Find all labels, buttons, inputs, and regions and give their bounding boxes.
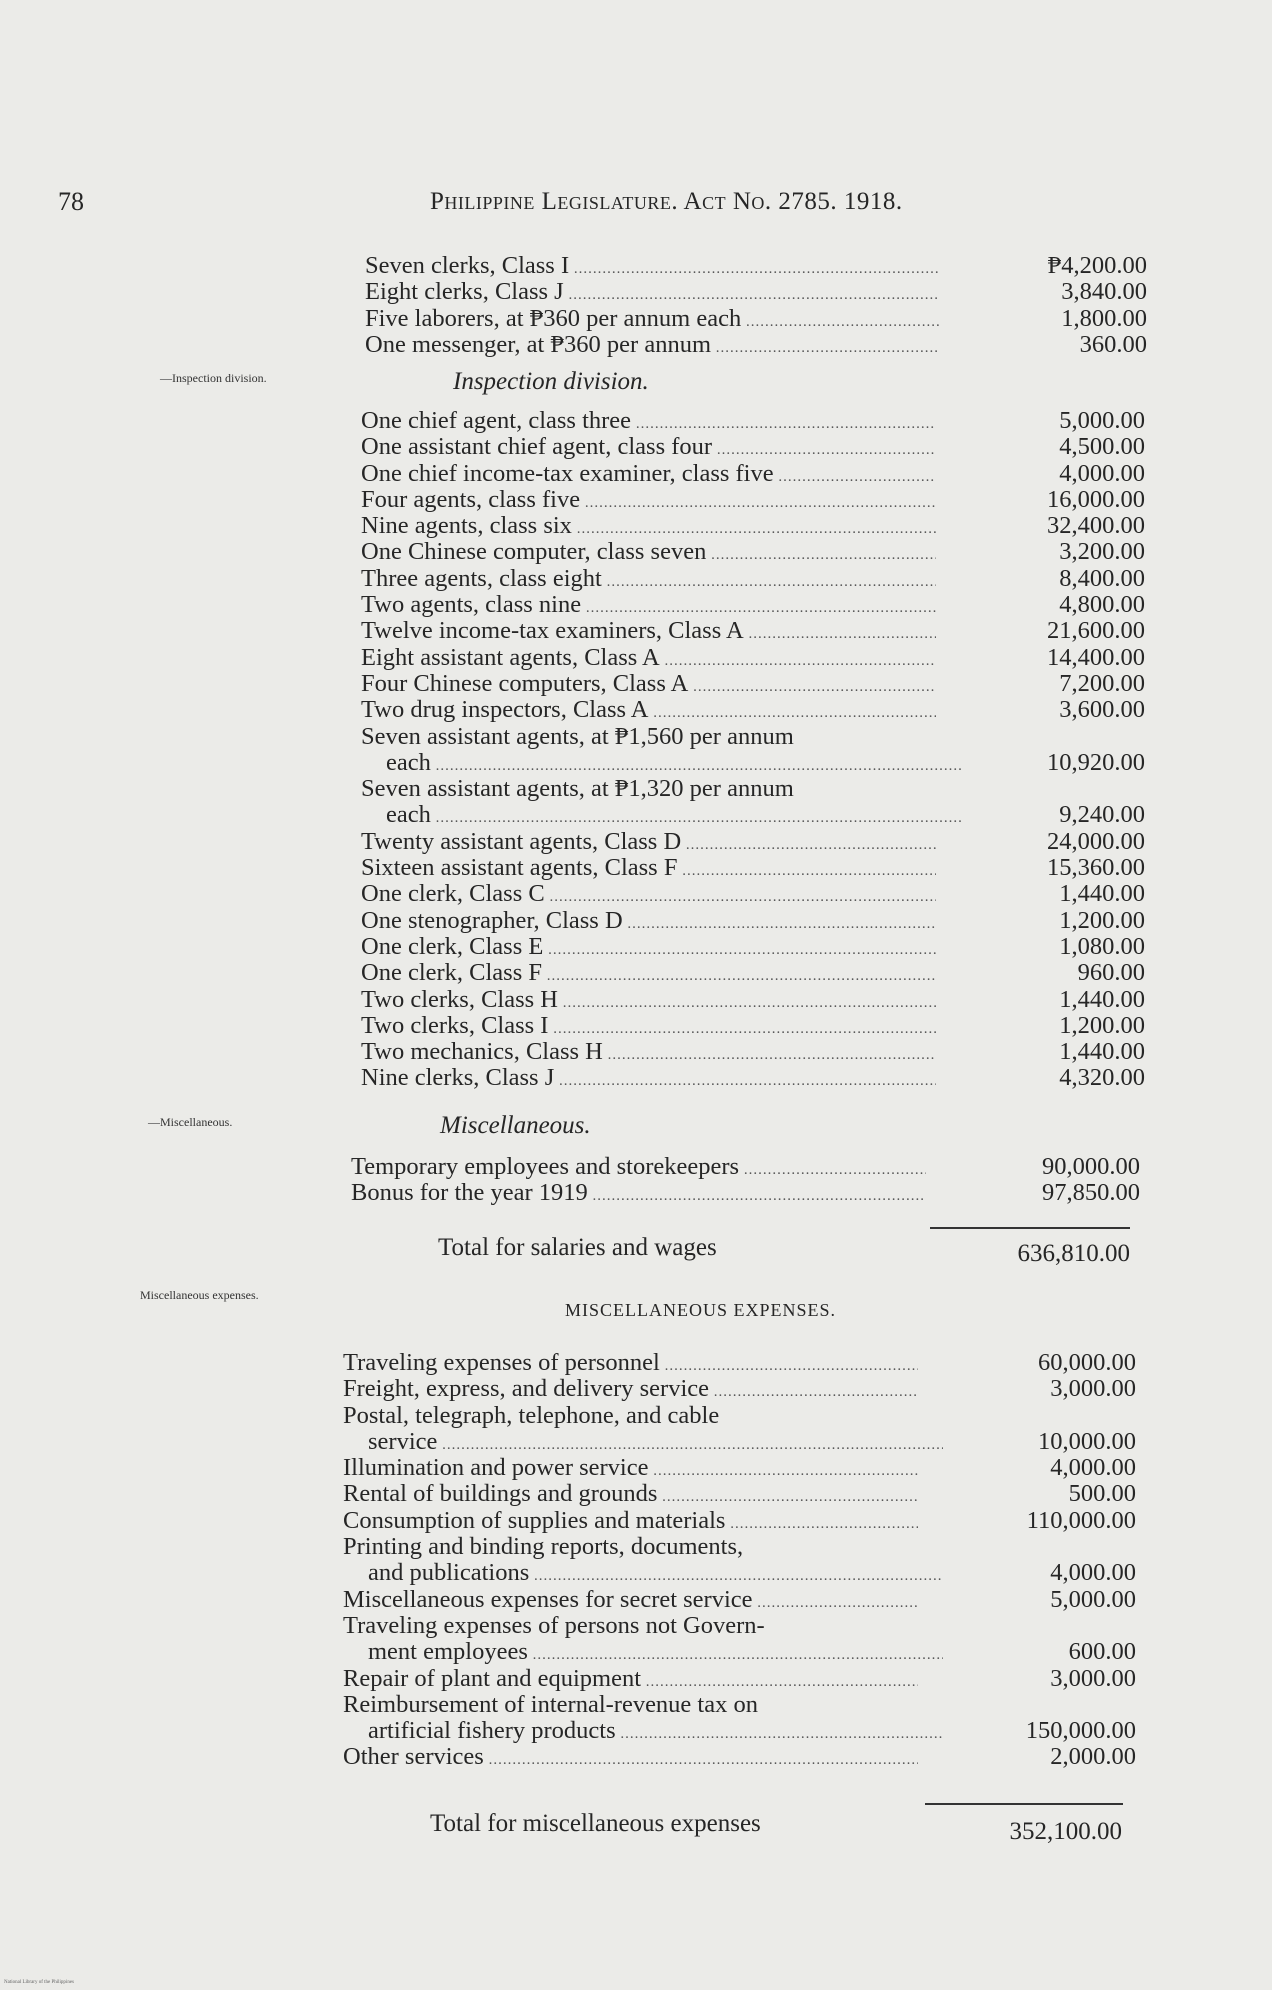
table-row — [0, 1065, 1272, 1091]
row-description: Traveling expenses of persons not Govern- — [343, 1612, 765, 1639]
table-row — [0, 408, 1272, 434]
row-description: One Chinese computer, class seven ..... — [361, 539, 936, 568]
row-amount: 1,440.00 — [1059, 985, 1145, 1013]
row-amount: 1,440.00 — [1059, 880, 1145, 908]
inspection-heading: Inspection division. — [453, 368, 649, 395]
table-row — [0, 1350, 1272, 1376]
row-description: Two clerks, Class H ..... — [361, 987, 936, 1016]
row-amount: 4,320.00 — [1059, 1064, 1145, 1092]
row-description: Rental of buildings and grounds ..... — [343, 1481, 918, 1510]
table-row — [0, 855, 1272, 881]
row-description: Four Chinese computers, Class A ..... — [361, 671, 936, 700]
row-description: One clerk, Class C ..... — [361, 881, 936, 910]
row-amount: 10,920.00 — [1047, 748, 1145, 776]
table-row — [0, 934, 1272, 960]
row-description: Reimbursement of internal-revenue tax on — [343, 1691, 758, 1718]
table-row — [0, 539, 1272, 565]
table-row — [0, 829, 1272, 855]
row-amount: 90,000.00 — [1042, 1153, 1140, 1180]
expenses-total-amount: 352,100.00 — [1009, 1818, 1122, 1845]
row-description: Two drug inspectors, Class A ..... — [361, 697, 936, 726]
running-head: Philippine Legislature. Act No. 2785. 1918. — [430, 188, 903, 215]
row-description: Freight, express, and delivery service ..... — [343, 1376, 918, 1405]
row-description: One chief agent, class three ..... — [361, 408, 936, 437]
table-row — [0, 1744, 1272, 1770]
row-description: and publications ..... — [368, 1560, 943, 1589]
row-amount: 24,000.00 — [1047, 827, 1145, 855]
row-amount: 960.00 — [1077, 959, 1145, 987]
row-description: One clerk, Class E ..... — [361, 934, 936, 963]
row-description: ment employees ..... — [368, 1639, 943, 1668]
row-amount: 4,000.00 — [1050, 1559, 1136, 1587]
row-amount: 4,000.00 — [1059, 459, 1145, 487]
margin-note-miscellaneous: —Miscellaneous. — [148, 1115, 233, 1129]
misc-expenses-heading: MISCELLANEOUS EXPENSES. — [565, 1300, 837, 1320]
page-number: 78 — [58, 187, 84, 216]
row-amount: 3,600.00 — [1059, 696, 1145, 724]
row-description: Eight clerks, Class J ..... — [365, 279, 940, 308]
salaries-total-amount: 636,810.00 — [1017, 1240, 1130, 1267]
row-description: Nine agents, class six ..... — [361, 513, 936, 542]
row-description: artificial fishery products ..... — [368, 1718, 943, 1747]
expenses-total-label: Total for miscellaneous expenses — [430, 1810, 761, 1837]
row-description: Four agents, class five ..... — [361, 487, 936, 516]
expenses-total-rule — [925, 1803, 1123, 1805]
table-row — [0, 332, 1272, 358]
table-row — [0, 1587, 1272, 1613]
table-row — [0, 1639, 1272, 1665]
table-row-lead — [0, 724, 1272, 750]
table-row — [0, 1666, 1272, 1692]
miscellaneous-rows — [0, 1154, 1272, 1207]
row-description: Three agents, class eight ..... — [361, 566, 936, 595]
table-row — [0, 279, 1272, 305]
row-description: Two mechanics, Class H ..... — [361, 1039, 936, 1068]
row-amount: 4,000.00 — [1050, 1454, 1136, 1482]
row-description: Miscellaneous expenses for secret service ..... — [343, 1587, 918, 1616]
table-row-lead — [0, 1692, 1272, 1718]
table-row — [0, 592, 1272, 618]
table-row — [0, 1481, 1272, 1507]
table-row — [0, 1560, 1272, 1586]
table-row — [0, 750, 1272, 776]
row-amount: 1,440.00 — [1059, 1038, 1145, 1066]
row-amount: 3,200.00 — [1059, 538, 1145, 566]
row-description: One clerk, Class F ..... — [361, 960, 936, 989]
row-amount: 10,000.00 — [1038, 1427, 1136, 1455]
row-amount: 360.00 — [1079, 330, 1147, 358]
table-row — [0, 513, 1272, 539]
row-description: Temporary employees and storekeepers ..... — [351, 1154, 926, 1183]
row-amount: 7,200.00 — [1059, 669, 1145, 697]
row-description: each ..... — [386, 750, 961, 779]
row-amount: ₱4,200.00 — [1047, 252, 1147, 279]
row-description: Five laborers, at ₱360 per annum each ..... — [365, 306, 940, 335]
row-amount: 3,840.00 — [1061, 278, 1147, 306]
row-description: Other services ..... — [343, 1744, 918, 1773]
row-description: service ..... — [368, 1429, 943, 1458]
misc-expenses-rows — [0, 1350, 1272, 1771]
row-description: Two agents, class nine ..... — [361, 592, 936, 621]
row-amount: 150,000.00 — [1025, 1717, 1136, 1745]
miscellaneous-heading: Miscellaneous. — [440, 1112, 591, 1139]
row-amount: 1,200.00 — [1059, 1011, 1145, 1039]
margin-note-inspection: —Inspection division. — [160, 371, 267, 385]
table-row — [0, 1376, 1272, 1402]
row-description: Traveling expenses of personnel ..... — [343, 1350, 918, 1379]
row-amount: 4,800.00 — [1059, 591, 1145, 619]
row-description: Bonus for the year 1919 ..... — [351, 1180, 926, 1209]
table-row — [0, 645, 1272, 671]
table-row — [0, 1718, 1272, 1744]
table-row — [0, 1013, 1272, 1039]
row-amount: 5,000.00 — [1050, 1585, 1136, 1613]
table-row — [0, 987, 1272, 1013]
row-amount: 3,000.00 — [1050, 1375, 1136, 1403]
table-row — [0, 434, 1272, 460]
row-description: One chief income-tax examiner, class five ..... — [361, 461, 936, 490]
row-description: Sixteen assistant agents, Class F ..... — [361, 855, 936, 884]
table-row — [0, 1508, 1272, 1534]
table-row — [0, 566, 1272, 592]
table-row — [0, 802, 1272, 828]
inspection-rows — [0, 408, 1272, 1092]
row-description: Eight assistant agents, Class A ..... — [361, 645, 936, 674]
row-amount: 32,400.00 — [1047, 512, 1145, 540]
row-description: One messenger, at ₱360 per annum ..... — [365, 332, 940, 361]
table-row — [0, 618, 1272, 644]
row-amount: 14,400.00 — [1047, 643, 1145, 671]
table-row — [0, 487, 1272, 513]
table-row-lead — [0, 776, 1272, 802]
row-description: Twelve income-tax examiners, Class A ..... — [361, 618, 936, 647]
row-description: Illumination and power service ..... — [343, 1455, 918, 1484]
row-amount: 110,000.00 — [1026, 1506, 1136, 1534]
salaries-total-rule — [930, 1227, 1130, 1229]
row-description: One stenographer, Class D ..... — [361, 908, 936, 937]
row-description: Consumption of supplies and materials ..... — [343, 1508, 918, 1537]
row-amount: 1,200.00 — [1059, 906, 1145, 934]
table-row-lead — [0, 1613, 1272, 1639]
row-amount: 97,850.00 — [1042, 1179, 1140, 1207]
row-amount: 3,000.00 — [1050, 1664, 1136, 1692]
table-row — [0, 697, 1272, 723]
table-row — [0, 1180, 1272, 1206]
row-description: Seven assistant agents, at ₱1,560 per annum — [361, 723, 794, 750]
row-description: Seven clerks, Class I ..... — [365, 253, 940, 282]
row-amount: 5,000.00 — [1059, 407, 1145, 434]
table-row — [0, 671, 1272, 697]
row-description: each ..... — [386, 802, 961, 831]
salaries-total-label: Total for salaries and wages — [438, 1234, 717, 1261]
row-amount: 600.00 — [1068, 1638, 1136, 1666]
table-row-lead — [0, 1403, 1272, 1429]
table-row — [0, 1429, 1272, 1455]
table-row-lead — [0, 1534, 1272, 1560]
row-amount: 15,360.00 — [1047, 854, 1145, 882]
table-row — [0, 1154, 1272, 1180]
row-amount: 1,080.00 — [1059, 932, 1145, 960]
table-row — [0, 461, 1272, 487]
table-row — [0, 1039, 1272, 1065]
table-row — [0, 960, 1272, 986]
row-amount: 8,400.00 — [1059, 564, 1145, 592]
row-description: Seven assistant agents, at ₱1,320 per annum — [361, 776, 794, 803]
table-row — [0, 1455, 1272, 1481]
row-amount: 21,600.00 — [1047, 617, 1145, 645]
table-row — [0, 253, 1272, 279]
library-footer: National Library of the Philippines — [4, 1980, 74, 1985]
table-row — [0, 908, 1272, 934]
row-description: One assistant chief agent, class four ..... — [361, 434, 936, 463]
row-amount: 9,240.00 — [1059, 801, 1145, 829]
row-amount: 1,800.00 — [1061, 304, 1147, 332]
row-description: Nine clerks, Class J ..... — [361, 1065, 936, 1094]
row-amount: 2,000.00 — [1050, 1743, 1136, 1771]
row-amount: 16,000.00 — [1047, 485, 1145, 513]
row-amount: 4,500.00 — [1059, 433, 1145, 461]
row-description: Two clerks, Class I ..... — [361, 1013, 936, 1042]
margin-note-misc-expenses: Miscellaneous expenses. — [140, 1288, 259, 1302]
row-description: Twenty assistant agents, Class D ..... — [361, 829, 936, 858]
row-description: Postal, telegraph, telephone, and cable — [343, 1402, 720, 1429]
row-amount: 60,000.00 — [1038, 1349, 1136, 1376]
row-description: Printing and binding reports, documents, — [343, 1534, 744, 1561]
row-description: Repair of plant and equipment ..... — [343, 1666, 918, 1695]
row-amount: 500.00 — [1068, 1480, 1136, 1508]
table-row — [0, 881, 1272, 907]
top-rows — [0, 253, 1272, 358]
table-row — [0, 306, 1272, 332]
